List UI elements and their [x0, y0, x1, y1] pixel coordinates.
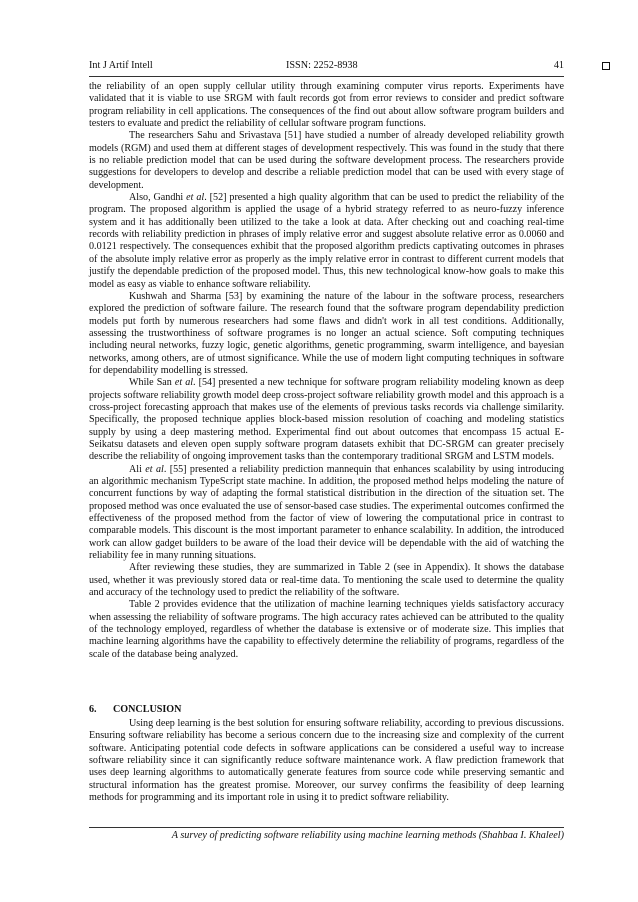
paragraph: Also, Gandhi et al. [52] presented a high quality algorithm that can be used to predict the reliability of the program. The proposed algorithm is applied the usage of a hybrid strategy referred to as neuro-fuzzy inference system and it has additionally been utilized to the take a look at data. After checking out and coaching real-time records with reliability prediction in phrases of imply relative error and suggest absolute relative error as 0.0060 and 0.0121 respectively. The consequences exhibit that the proposed algorithm predicts captivating outcomes in phrases of the absolute imply relative error as properly as the imply relative error in contrast to different current models that justify the dependable prediction of the proposed model. Thus, this new technological know-how goals to make this model as easy as viable to enhance software reliability.	[89, 192, 564, 290]
section-heading	[89, 704, 564, 716]
header-divider	[89, 76, 564, 77]
issn-label: ISSN: 2252-8938	[286, 60, 358, 71]
body-text	[89, 81, 564, 661]
paragraph: Kushwah and Sharma [53] by examining the nature of the labour in the software process, researchers explored the prediction of software failure. The research found that the software program dependability prediction models put forth by numerous researchers had some flaws and didn't work in all test conditions. Additionally, assessing the trustworthiness of software programes is no longer an actual science. Soft computing techniques including neural networks, fuzzy logic, genetic algorithms, genetic programming, swarm intelligence, and bayesian networks, among others, are of utmost significance. While the use of modern light computing techniques in software for dependability modelling is stressed.	[89, 290, 564, 376]
paragraph: Using deep learning is the best solution for ensuring software reliability, according to previous discussions. Ensuring software reliability has become a serious concern due to the increasing size and complexity of the current software. Anticipating potential code defects in software applications can be considered a useful way to increase software reliability since it can significantly reduce software maintenance work. A flaw prediction framework that uses deep learning algorithms to automatically generate features from source code while preserving semantic and structural information has the greatest promise. Moreover, our survey confirms the feasibility of deep learning methods for programming and its important role in using it to predict software reliability.	[89, 718, 564, 804]
page-number: 41	[553, 60, 564, 71]
italic-et-al: et al	[186, 192, 205, 204]
section-title: CONCLUSION	[113, 704, 182, 715]
section-number: 6.	[89, 704, 97, 715]
paragraph: the reliability of an open supply cellular utility through examining computer virus reports. Experiments have validated that it is viable to use SRGM with fault records got from error reviews to consider and predict software program reliability in cell applications. The consequences of the find out about allow software program builders and testers to evaluate and predict the reliability of cellular software program functions.	[89, 81, 564, 130]
page-header	[89, 58, 564, 74]
running-title: A survey of predicting software reliability using machine learning methods (Shahbaa I. Khaleel)	[171, 830, 564, 841]
paragraph: Ali et al. [55] presented a reliability prediction mannequin that enhances scalability by using introducing an algorithmic mechanism TypeScript state machine. In addition, the proposed method helps modeling the nature of concurrent functions by way of adapting the formal statistical distribution in the direction of the situation set. The proposed method was once evaluated the use of sensor-based case studies. The experimental outcomes confirmed the effectiveness of the proposed method from the factor of view of lowering the computational price in contrast to comparable models. This discount is the most important parameter to enhance scalability. In addition, the introduced work can allow gadget builders to be aware of the load their device will be dependable with the aid of watching the reliability fee in many running situations.	[89, 463, 564, 562]
checkbox-square-icon	[602, 62, 610, 70]
journal-name: Int J Artif Intell	[89, 60, 153, 71]
paragraph: Table 2 provides evidence that the utilization of machine learning techniques yields satisfactory accuracy when assessing the reliability of software programs. The high accuracy rates achieved can be attributed to the quality of the technology employed, regardless of whether the database is extensive or of moderate size. This implies that machine learning algorithms have the capability to effectively determine the reliability of programs, regardless of the scale of the database being analyzed.	[89, 599, 564, 660]
italic-et-al: et al	[174, 377, 194, 389]
paragraph: While San et al. [54] presented a new technique for software program reliability modeling known as deep projects software reliability growth model deep cross-project software reliability growth model and this approach is a cross-project forecasting approach that makes use of the elements of previous tasks records via challenge similarity. Specifically, the proposed technique applies block-based mission resolution of coaching and modeling statistics supply by using a deep mastering method. Experimental find out about outcomes that encompass 15 actual E-Seikatsu datasets and eleven open supply software program datasets exhibit that DC-SRGM can greater precisely describe the reliability of ongoing improvement tasks than the contemporary traditional SRGM and LSTM models.	[89, 377, 564, 463]
italic-et-al: et al	[145, 463, 164, 475]
footer-divider	[89, 827, 564, 828]
paragraph: The researchers Sahu and Srivastava [51] have studied a number of already developed reliability growth models (RGM) and used them at different stages of development respectively. This was found in the study that there is no reliable prediction model that can be used during the software development process. The researchers provide suggestions for developers to develop and describe a reliable prediction model that can be used with every stage of development.	[89, 130, 564, 191]
paragraph: After reviewing these studies, they are summarized in Table 2 (see in Appendix). It shows the database used, whether it was previously stored data or real-time data. To mentioning the scale used to determine the quality and accuracy of the technology used to predict the reliability of the software.	[89, 562, 564, 599]
conclusion-text	[89, 718, 564, 804]
